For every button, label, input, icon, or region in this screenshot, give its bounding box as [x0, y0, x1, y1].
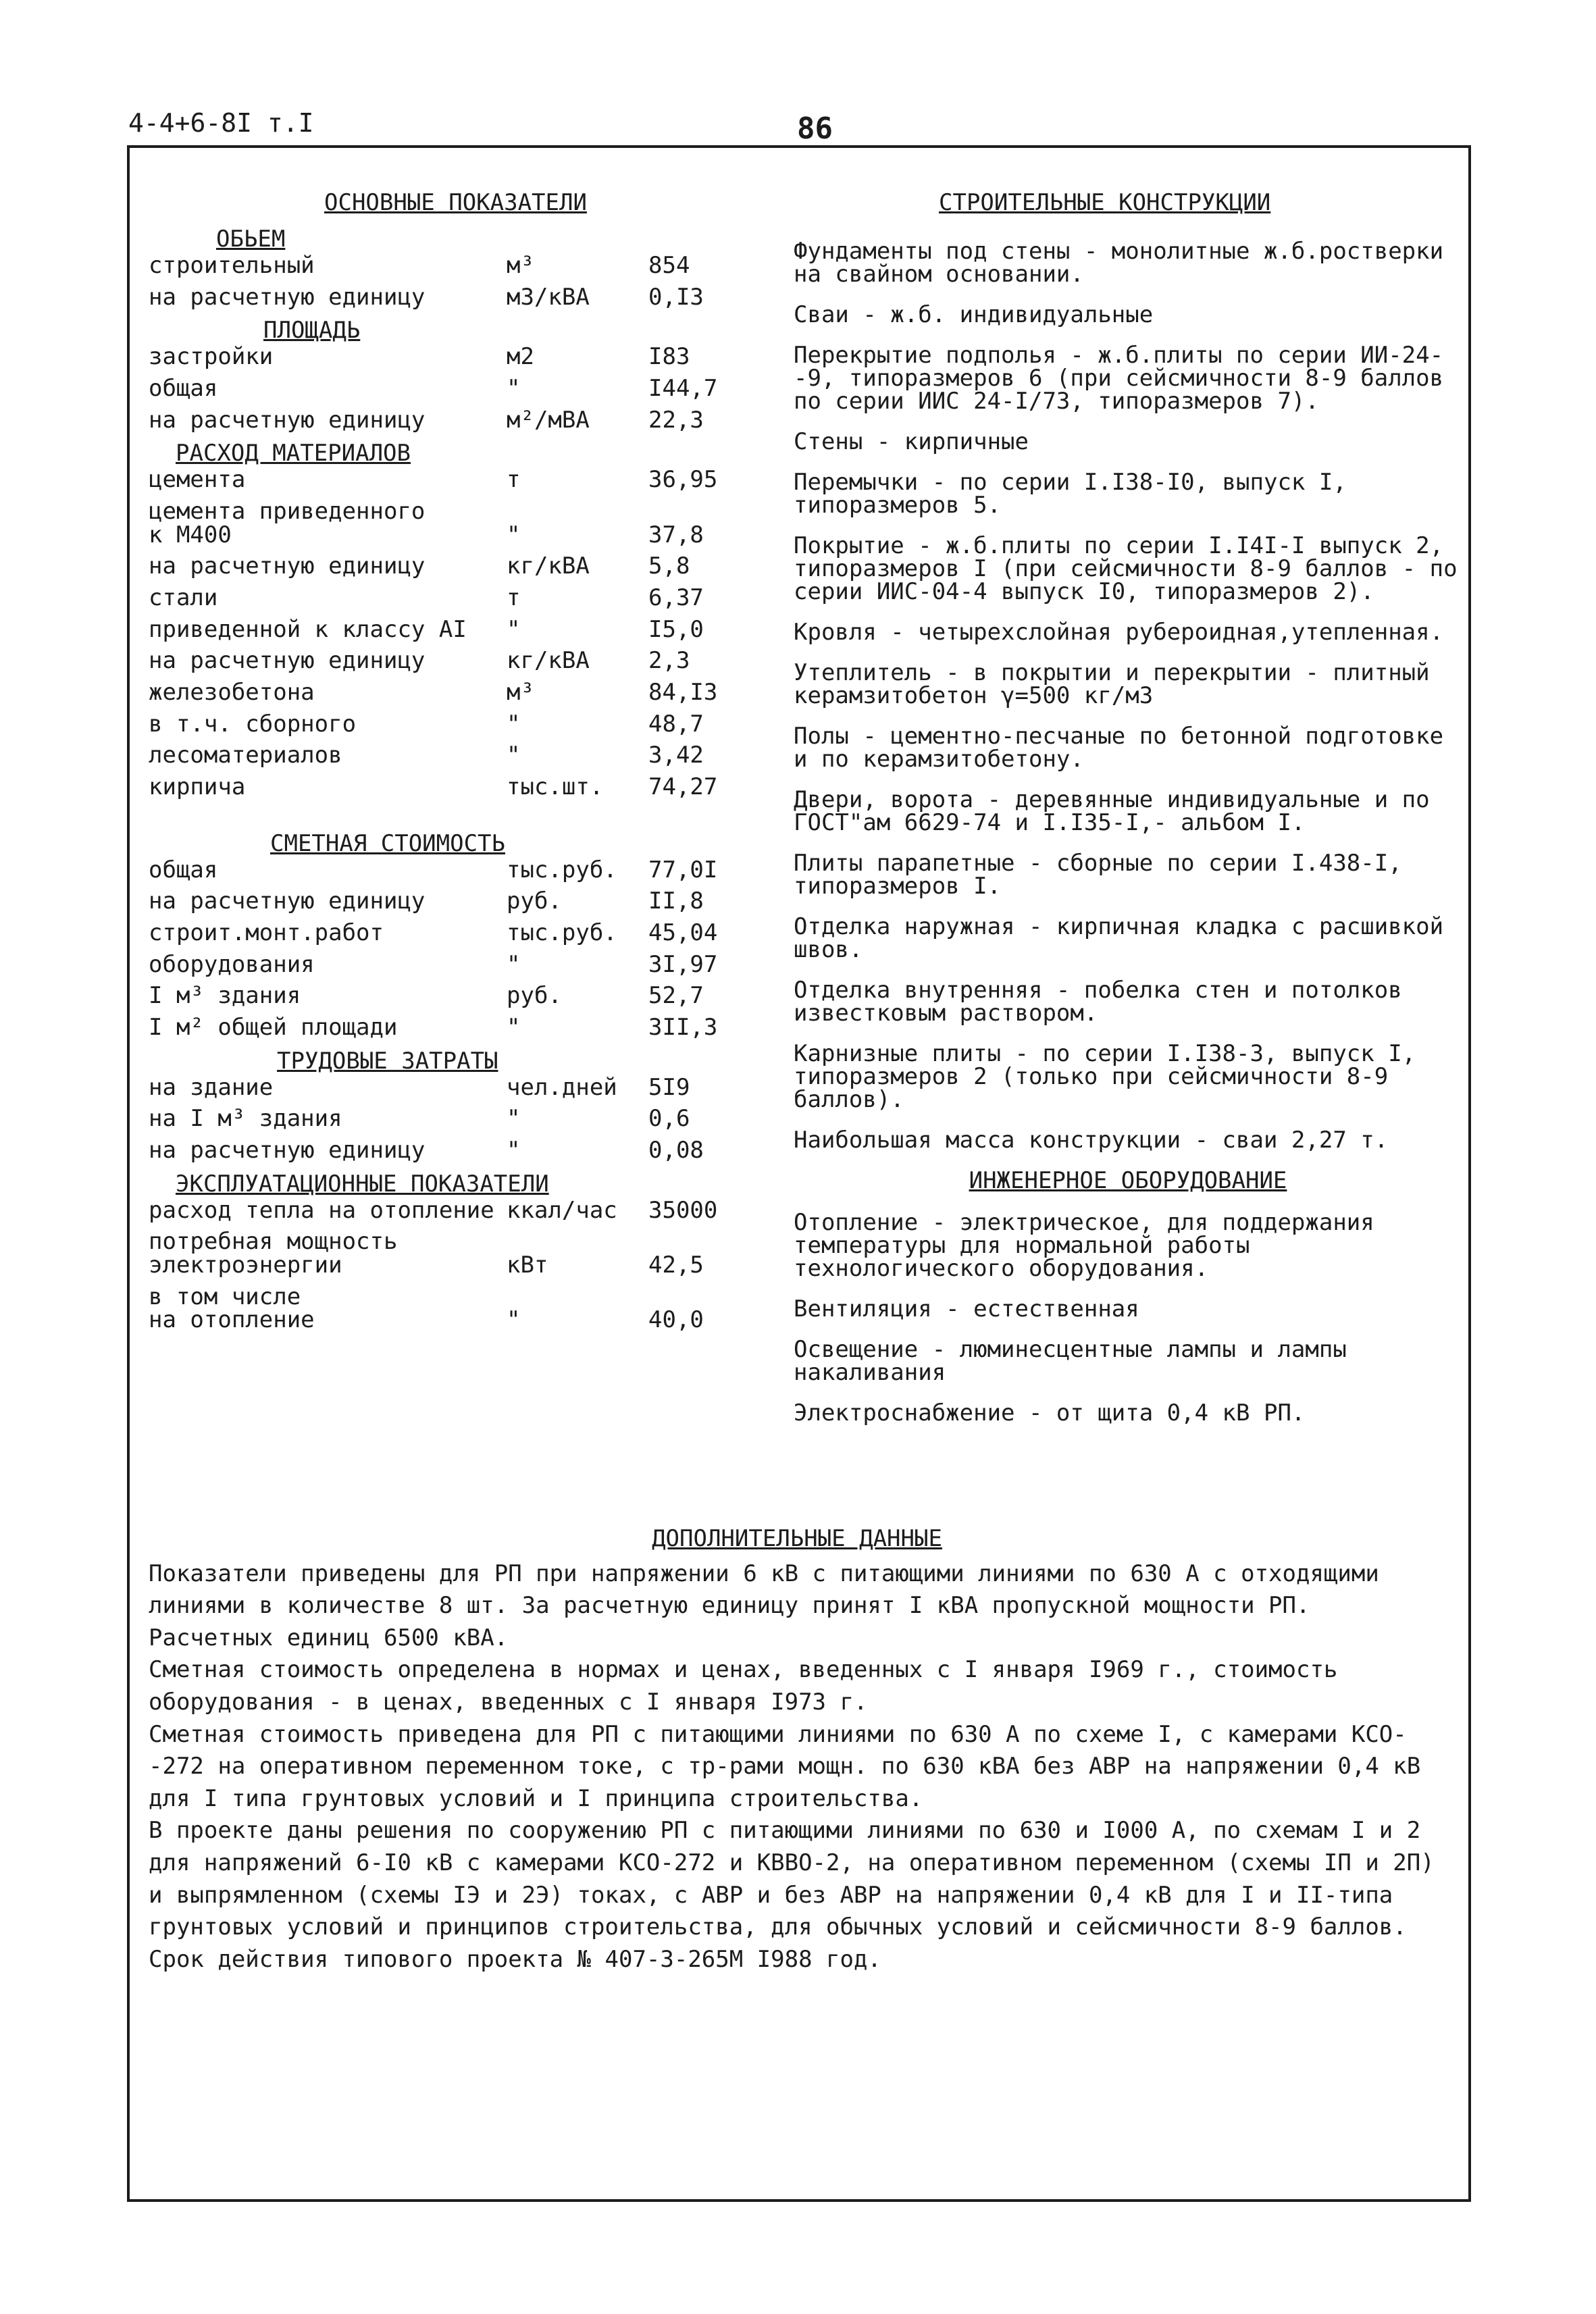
- text-paragraph: Срок действия типового проекта № 407-3-265М I988 год.: [149, 1945, 881, 1973]
- text-paragraph: Перемычки - по серии I.I38-I0, выпуск I, типоразмеров 5.: [794, 469, 1347, 519]
- indicator-value: 37,8: [648, 521, 704, 548]
- text-paragraph: Отопление - электрическое, для поддержания температуры для нормальной работы технологического оборудования.: [794, 1209, 1374, 1282]
- rows-volume: [149, 254, 756, 309]
- indicator-unit: ": [507, 615, 521, 643]
- text-paragraph: Электроснабжение - от щита 0,4 кВ РП.: [794, 1399, 1306, 1426]
- text-paragraph: Сметная стоимость приведена для РП с питающими линиями по 630 А по схеме I, с камерами КСО--272 на оперативном переменном токе, с тр-рами мощн. по 630 кВА без АВР на напряжении 0,4 кВ для I типа грунтовых условий и I принципа строительства.: [149, 1720, 1421, 1812]
- indicator-unit: ": [507, 1306, 521, 1334]
- indicator-unit: ": [507, 375, 521, 403]
- indicator-label: на расчетную единицу: [149, 888, 426, 915]
- indicator-value: 5I9: [648, 1073, 690, 1101]
- indicator-label: общая: [149, 856, 218, 883]
- section-heading: СМЕТНАЯ СТОИМОСТЬ: [270, 829, 505, 857]
- indicator-row: [149, 858, 756, 882]
- indicator-value: 0,6: [648, 1105, 690, 1133]
- rows-materials: [149, 466, 756, 801]
- indicator-label: в том числе на отопление: [149, 1283, 315, 1334]
- indicator-label: кирпича: [149, 773, 246, 801]
- indicator-row: [149, 681, 756, 704]
- indicator-unit: ": [507, 1105, 521, 1133]
- indicator-label: цемента приведенного к М400: [149, 498, 426, 548]
- indicator-label: на расчетную единицу: [149, 283, 426, 311]
- indicator-unit: кг/кВА: [507, 647, 590, 675]
- indicator-row: [149, 283, 756, 311]
- indicator-label: на расчетную единицу: [149, 552, 426, 580]
- indicator-unit: ": [507, 1014, 521, 1042]
- text-paragraph: В проекте даны решения по сооружению РП с питающими линиями по 630 и I000 А, по схемам I и 2 для напряжений 6-I0 кВ с камерами КСО-272 и КВВО-2, на оперативном переменном (схемы IП и 2П) и выпрямленном (схемы IЭ и 2Э) токах, с АВР и без АВР на напряжении 0,4 кВ для I и II-типа грунтовых условий и принципов строительства, для обычных условий и сейсмичности 8-9 баллов.: [149, 1817, 1435, 1941]
- indicator-row: [149, 890, 756, 913]
- text-paragraph: Вентиляция - естественная: [794, 1295, 1139, 1322]
- indicator-label: I м² общей площади: [149, 1014, 398, 1042]
- text-paragraph: Полы - цементно-песчаные по бетонной подготовке и по керамзитобетону.: [794, 723, 1444, 773]
- indicator-unit: кВт: [507, 1252, 548, 1279]
- indicator-row: [149, 254, 756, 278]
- equipment-items: [794, 1211, 1462, 1424]
- indicator-unit: руб.: [507, 982, 562, 1010]
- text-paragraph: Стены - кирпичные: [794, 428, 1029, 455]
- indicator-unit: ": [507, 950, 521, 978]
- indicator-unit: т: [507, 466, 521, 494]
- indicator-value: 74,27: [648, 773, 718, 801]
- indicator-label: стали: [149, 584, 218, 612]
- text-paragraph: Перекрытие подполья - ж.б.плиты по серии ИИ-24--9, типоразмеров 6 (при сейсмичности 8-9 баллов по серии ИИС 24-I/73, типоразмеров 7).: [794, 342, 1444, 415]
- indicator-value: 5,8: [648, 552, 690, 580]
- indicator-label: на I м³ здания: [149, 1105, 342, 1133]
- indicator-row: [149, 1139, 756, 1162]
- indicator-value: II,8: [648, 888, 704, 915]
- indicator-unit: тыс.руб.: [507, 856, 617, 883]
- spacer: [149, 807, 756, 827]
- indicator-row: [149, 1073, 756, 1101]
- additional-data: [149, 1523, 1445, 1976]
- indicator-row: [149, 468, 756, 492]
- indicator-row: [149, 1107, 756, 1131]
- indicator-label: оборудования: [149, 950, 315, 978]
- section-heading: ОБЬЕМ: [216, 226, 286, 253]
- indicator-row: [149, 1285, 756, 1332]
- indicator-value: 6,37: [648, 584, 704, 612]
- indicator-value: 40,0: [648, 1306, 704, 1334]
- indicator-value: 77,0I: [648, 856, 718, 883]
- indicator-row: [149, 649, 756, 673]
- rows-area: [149, 345, 756, 432]
- indicator-value: I5,0: [648, 615, 704, 643]
- indicator-value: 3II,3: [648, 1014, 718, 1042]
- text-paragraph: Сваи - ж.б. индивидуальные: [794, 301, 1154, 328]
- indicator-row: [149, 377, 756, 401]
- indicator-row: [149, 406, 756, 434]
- indicator-unit: м³: [507, 679, 534, 706]
- additional-title: ДОПОЛНИТЕЛЬНЫЕ ДАННЫЕ: [652, 1525, 942, 1552]
- indicators-table: [149, 223, 756, 1340]
- section-heading: РАСХОД МАТЕРИАЛОВ: [176, 440, 411, 467]
- indicator-label: приведенной к классу АI: [149, 615, 467, 643]
- text-paragraph: Покрытие - ж.б.плиты по серии I.I4I-I выпуск 2, типоразмеров I (при сейсмичности 8-9 баллов - по серии ИИС-04-4 выпуск I0, типоразмеров 2).: [794, 532, 1458, 605]
- indicator-unit: тыс.шт.: [507, 773, 604, 801]
- indicator-row: [149, 1196, 756, 1224]
- indicator-row: [149, 1014, 756, 1042]
- text-paragraph: Освещение - люминесцентные лампы и лампы накаливания: [794, 1336, 1347, 1386]
- additional-paragraphs: [149, 1558, 1445, 1976]
- indicator-value: 0,08: [648, 1137, 704, 1164]
- text-paragraph: Кровля - четырехслойная рубероидная,утепленная.: [794, 619, 1444, 646]
- text-paragraph: Сметная стоимость определена в нормах и ценах, введенных с I января I969 г., стоимость оборудования - в ценах, введенных с I января I973 г.: [149, 1656, 1338, 1716]
- indicator-value: 52,7: [648, 982, 704, 1010]
- indicator-label: на расчетную единицу: [149, 647, 426, 675]
- indicator-unit: ": [507, 1137, 521, 1164]
- text-paragraph: Плиты парапетные - сборные по серии I.438-I, типоразмеров I.: [794, 850, 1402, 900]
- indicator-value: 35000: [648, 1196, 718, 1224]
- constructions-items: [794, 240, 1462, 1152]
- indicator-label: лесоматериалов: [149, 742, 342, 769]
- indicator-value: 3,42: [648, 742, 704, 769]
- text-paragraph: Карнизные плиты - по серии I.I38-3, выпуск I, типоразмеров 2 (только при сейсмичности 8-9 баллов).: [794, 1040, 1416, 1113]
- constructions-title: СТРОИТЕЛЬНЫЕ КОНСТРУКЦИИ: [939, 189, 1271, 216]
- indicator-unit: ": [507, 742, 521, 769]
- indicators-title: ОСНОВНЫЕ ПОКАЗАТЕЛИ: [324, 189, 587, 216]
- indicator-label: на здание: [149, 1073, 274, 1101]
- text-paragraph: Отделка внутренняя - побелка стен и потолков известковым раствором.: [794, 977, 1402, 1027]
- indicator-unit: м2: [507, 343, 534, 371]
- indicator-unit: кг/кВА: [507, 552, 590, 580]
- text-paragraph: Показатели приведены для РП при напряжении 6 кВ с питающими линиями по 630 А с отходящими линиями в количестве 8 шт. За расчетную единицу принят I кВА пропускной мощности РП. Расчетных единиц 6500 кВА.: [149, 1560, 1379, 1651]
- indicator-value: I83: [648, 343, 690, 371]
- indicator-label: цемента: [149, 466, 246, 494]
- indicator-unit: ": [507, 710, 521, 738]
- text-paragraph: Фундаменты под стены - монолитные ж.б.ростверки на свайном основании.: [794, 238, 1444, 288]
- indicator-row: [149, 775, 756, 799]
- indicator-label: расход тепла на отопление: [149, 1196, 494, 1224]
- indicator-unit: м3/кВА: [507, 283, 590, 311]
- doc-code: 4-4+6-8I т.I: [128, 108, 314, 138]
- page-number: 86: [797, 111, 833, 146]
- indicator-label: застройки: [149, 343, 274, 371]
- indicator-unit: т: [507, 584, 521, 612]
- indicator-row: [149, 1230, 756, 1277]
- equipment-title: ИНЖЕНЕРНОЕ ОБОРУДОВАНИЕ: [969, 1167, 1287, 1194]
- indicator-unit: м³: [507, 252, 534, 279]
- indicator-unit: чел.дней: [507, 1073, 617, 1101]
- indicator-row: [149, 950, 756, 978]
- indicator-unit: ": [507, 521, 521, 548]
- indicator-label: потребная мощность электроэнергии: [149, 1228, 398, 1279]
- rows-operation: [149, 1196, 756, 1334]
- indicator-value: 42,5: [648, 1252, 704, 1279]
- text-paragraph: Наибольшая масса конструкции - сваи 2,27 т.: [794, 1127, 1389, 1154]
- indicator-value: 854: [648, 252, 690, 279]
- text-paragraph: Двери, ворота - деревянные индивидуальные и по ГОСТ"ам 6629-74 и I.I35-I,- альбом I.: [794, 786, 1430, 836]
- text-paragraph: Утеплитель - в покрытии и перекрытии - плитный керамзитобетон γ=500 кг/м3: [794, 659, 1430, 709]
- indicator-value: I44,7: [648, 375, 718, 403]
- indicator-unit: тыс.руб.: [507, 919, 617, 947]
- indicator-value: 84,I3: [648, 679, 718, 706]
- indicator-row: [149, 710, 756, 738]
- indicator-label: строительный: [149, 252, 315, 279]
- rows-cost: [149, 856, 756, 1042]
- indicator-label: на расчетную единицу: [149, 406, 426, 434]
- indicator-value: 45,04: [648, 919, 718, 947]
- indicator-label: железобетона: [149, 679, 315, 706]
- indicator-value: 3I,97: [648, 950, 718, 978]
- indicator-unit: руб.: [507, 888, 562, 915]
- section-heading: ЭКСПЛУАТАЦИОННЫЕ ПОКАЗАТЕЛИ: [176, 1170, 549, 1198]
- indicator-value: 22,3: [648, 406, 704, 434]
- indicator-label: на расчетную единицу: [149, 1137, 426, 1164]
- indicator-row: [149, 744, 756, 767]
- indicator-value: 2,3: [648, 647, 690, 675]
- constructions-list: [794, 240, 1462, 1442]
- indicator-value: 36,95: [648, 466, 718, 494]
- indicator-row: [149, 984, 756, 1008]
- indicator-row: [149, 586, 756, 610]
- indicator-row: [149, 552, 756, 580]
- indicator-row: [149, 345, 756, 369]
- section-heading: ТРУДОВЫЕ ЗАТРАТЫ: [277, 1047, 498, 1075]
- indicator-label: I м³ здания: [149, 982, 301, 1010]
- indicator-row: [149, 500, 756, 546]
- rows-labor: [149, 1073, 756, 1164]
- indicator-value: 48,7: [648, 710, 704, 738]
- indicator-row: [149, 921, 756, 945]
- indicator-row: [149, 615, 756, 643]
- indicator-unit: ккал/час: [507, 1196, 617, 1224]
- indicator-label: строит.монт.работ: [149, 919, 384, 947]
- indicator-value: 0,I3: [648, 283, 704, 311]
- text-paragraph: Отделка наружная - кирпичная кладка с расшивкой швов.: [794, 913, 1444, 963]
- indicator-unit: м²/мВА: [507, 406, 590, 434]
- indicator-label: в т.ч. сборного: [149, 710, 357, 738]
- indicator-label: общая: [149, 375, 218, 403]
- section-heading: ПЛОЩАДЬ: [263, 317, 361, 344]
